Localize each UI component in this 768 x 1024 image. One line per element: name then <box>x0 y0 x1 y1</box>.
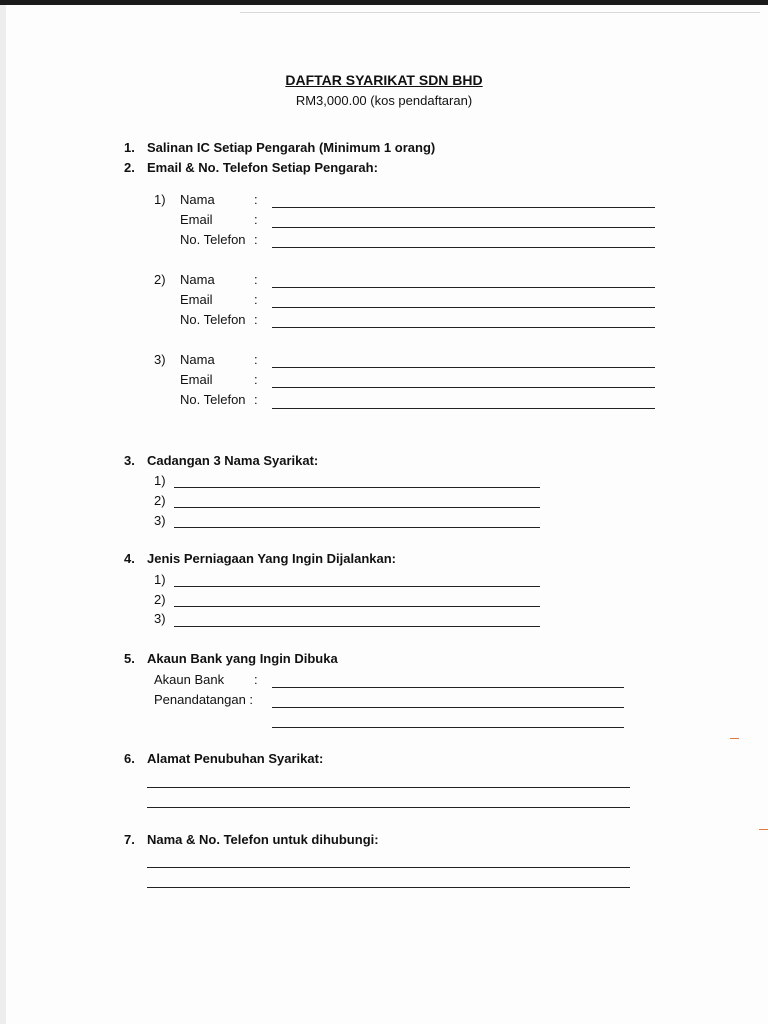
business-type-3-field[interactable] <box>174 626 540 627</box>
item-number: 5. <box>124 651 135 666</box>
director-2-name-field[interactable] <box>272 287 655 288</box>
field-label-bank: Akaun Bank <box>154 672 225 687</box>
field-label-phone: No. Telefon <box>180 312 246 327</box>
form-title: DAFTAR SYARIKAT SDN BHD <box>285 72 483 88</box>
list-number: 1) <box>154 572 166 587</box>
director-3-phone-field[interactable] <box>272 408 655 409</box>
list-number: 3) <box>154 611 166 626</box>
item-label-business-type: Jenis Perniagaan Yang Ingin Dijalankan: <box>147 551 397 566</box>
director-2-email-field[interactable] <box>272 307 655 308</box>
colon: : <box>254 212 258 227</box>
colon: : <box>254 392 258 407</box>
director-2-phone-field[interactable] <box>272 327 655 328</box>
colon: : <box>254 352 258 367</box>
list-number: 2) <box>154 493 166 508</box>
signatory-field-2[interactable] <box>272 727 624 728</box>
director-number: 3) <box>154 352 166 367</box>
colon: : <box>254 232 258 247</box>
scan-artifact-line <box>240 12 760 13</box>
item-number: 4. <box>124 551 135 566</box>
field-label-email: Email <box>180 372 213 387</box>
director-3-name-field[interactable] <box>272 367 655 368</box>
bank-account-field[interactable] <box>272 687 624 688</box>
company-name-3-field[interactable] <box>174 527 540 528</box>
item-label-company-names: Cadangan 3 Nama Syarikat: <box>147 453 319 468</box>
list-number: 3) <box>154 513 166 528</box>
colon: : <box>254 192 258 207</box>
colon: : <box>254 272 258 287</box>
business-type-1-field[interactable] <box>174 586 540 587</box>
colon: : <box>254 312 258 327</box>
field-label-name: Nama <box>180 352 215 367</box>
business-type-2-field[interactable] <box>174 606 540 607</box>
item-number: 2. <box>124 160 135 175</box>
field-label-email: Email <box>180 292 213 307</box>
item-number: 3. <box>124 453 135 468</box>
item-number: 7. <box>124 832 135 847</box>
scan-mark <box>730 738 739 739</box>
field-label-signatory: Penandatangan : <box>154 692 254 707</box>
field-label-email: Email <box>180 212 213 227</box>
director-1-phone-field[interactable] <box>272 247 655 248</box>
field-label-name: Nama <box>180 272 215 287</box>
company-address-field-1[interactable] <box>147 787 630 788</box>
item-number: 1. <box>124 140 135 155</box>
director-number: 2) <box>154 272 166 287</box>
signatory-field-1[interactable] <box>272 707 624 708</box>
field-label-phone: No. Telefon <box>180 232 246 247</box>
field-label-phone: No. Telefon <box>180 392 246 407</box>
colon: : <box>254 372 258 387</box>
item-label-bank-account: Akaun Bank yang Ingin Dibuka <box>147 651 338 666</box>
scan-mark <box>759 829 768 830</box>
scan-left-edge <box>0 5 6 1024</box>
item-label-company-address: Alamat Penubuhan Syarikat: <box>147 751 324 766</box>
director-number: 1) <box>154 192 166 207</box>
list-number: 1) <box>154 473 166 488</box>
item-label-ic-copy: Salinan IC Setiap Pengarah (Minimum 1 orang) <box>147 140 436 155</box>
colon: : <box>254 672 258 687</box>
contact-field-1[interactable] <box>147 867 630 868</box>
form-subtitle: RM3,000.00 (kos pendaftaran) <box>295 93 473 108</box>
colon: : <box>254 292 258 307</box>
list-number: 2) <box>154 592 166 607</box>
field-label-name: Nama <box>180 192 215 207</box>
director-3-email-field[interactable] <box>272 387 655 388</box>
item-number: 6. <box>124 751 135 766</box>
scan-top-edge <box>0 0 768 5</box>
company-name-1-field[interactable] <box>174 487 540 488</box>
company-address-field-2[interactable] <box>147 807 630 808</box>
item-label-director-contacts: Email & No. Telefon Setiap Pengarah: <box>147 160 378 175</box>
director-1-email-field[interactable] <box>272 227 655 228</box>
item-label-contact: Nama & No. Telefon untuk dihubungi: <box>147 832 379 847</box>
contact-field-2[interactable] <box>147 887 630 888</box>
director-1-name-field[interactable] <box>272 207 655 208</box>
company-name-2-field[interactable] <box>174 507 540 508</box>
